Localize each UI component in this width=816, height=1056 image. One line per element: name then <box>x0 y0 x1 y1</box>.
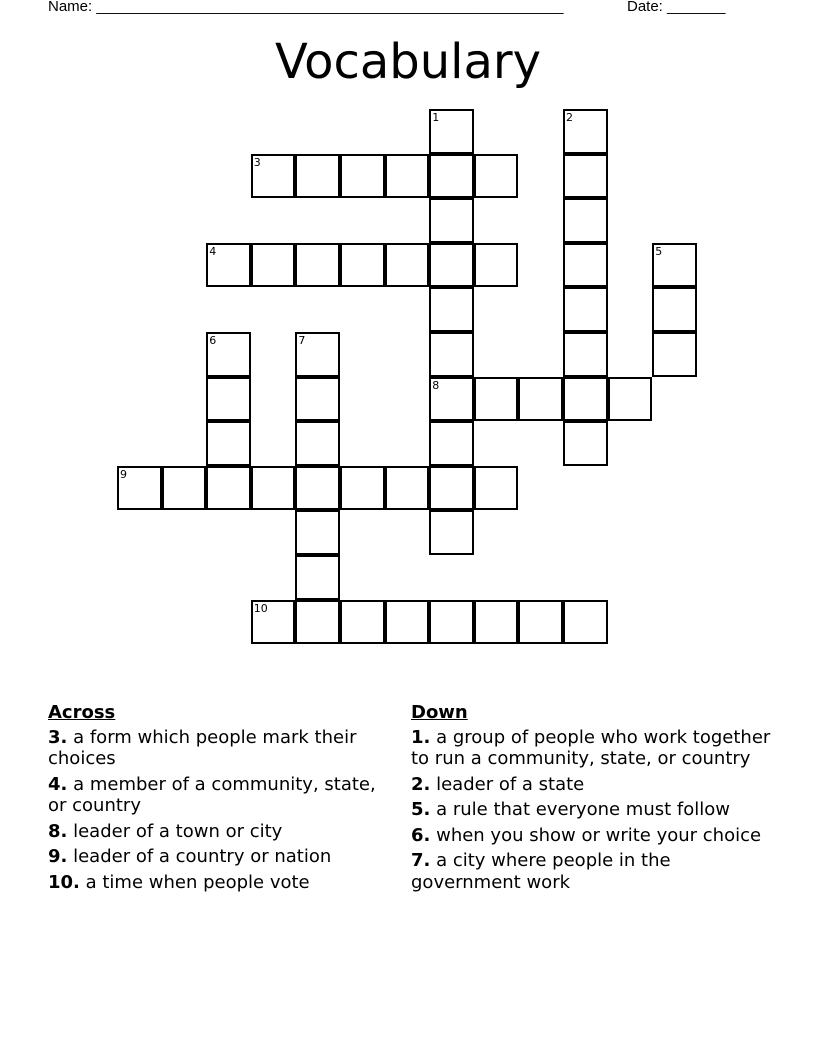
clue-number: 5. <box>411 799 431 820</box>
clue-number: 6. <box>411 824 431 846</box>
clue-number: 10. <box>48 871 80 893</box>
grid-cell[interactable] <box>206 243 251 288</box>
grid-cell[interactable] <box>340 466 385 511</box>
grid-cell[interactable] <box>340 243 385 288</box>
grid-cell[interactable] <box>162 466 207 511</box>
clue-text: a city where people in the government work <box>411 850 671 893</box>
grid-cell[interactable] <box>385 154 430 199</box>
grid-cell[interactable] <box>385 600 430 645</box>
grid-cell[interactable] <box>206 421 251 466</box>
cell-number: 6 <box>209 334 217 347</box>
cell-number: 9 <box>120 467 127 481</box>
clue-across-3 <box>48 727 378 770</box>
grid-cell[interactable] <box>206 332 251 377</box>
date-field[interactable]: Date: _______ <box>627 0 726 15</box>
grid-cell[interactable] <box>429 109 474 154</box>
grid-cell[interactable] <box>295 332 340 377</box>
clue-number: 8. <box>48 820 68 842</box>
clue-text: leader of a state <box>430 773 585 795</box>
grid-cell[interactable] <box>652 332 697 377</box>
grid-cell[interactable] <box>429 243 474 288</box>
page-title: Vocabulary <box>274 34 542 90</box>
grid-cell[interactable] <box>429 510 474 555</box>
name-field[interactable]: Name: ________________________________________________________ <box>48 0 564 15</box>
grid-cell[interactable] <box>563 154 608 199</box>
grid-cell[interactable] <box>429 466 474 511</box>
across-heading: Across <box>48 702 116 723</box>
clue-number: 7. <box>411 850 431 871</box>
clue-text: a group of people who work together to run a community, state, or country <box>411 726 771 769</box>
grid-cell[interactable] <box>251 600 296 645</box>
grid-cell[interactable] <box>563 332 608 377</box>
grid-cell[interactable] <box>652 287 697 332</box>
clue-down-6 <box>411 825 781 847</box>
cell-number: 2 <box>566 111 573 124</box>
grid-cell[interactable] <box>608 377 653 422</box>
grid-cell[interactable] <box>474 600 519 645</box>
grid-cell[interactable] <box>340 600 385 645</box>
clue-down-7 <box>411 850 781 893</box>
clue-text: leader of a town or city <box>67 820 283 842</box>
clue-text: a time when people vote <box>79 871 310 893</box>
grid-cell[interactable] <box>429 421 474 466</box>
grid-cell[interactable] <box>295 555 340 600</box>
grid-cell[interactable] <box>206 377 251 422</box>
grid-cell[interactable] <box>206 466 251 511</box>
grid-cell[interactable] <box>429 332 474 377</box>
clue-number: 4. <box>48 773 68 795</box>
grid-cell[interactable] <box>429 287 474 332</box>
grid-cell[interactable] <box>295 421 340 466</box>
grid-cell[interactable] <box>385 466 430 511</box>
clue-across-8 <box>48 821 378 843</box>
grid-cell[interactable] <box>518 377 563 422</box>
grid-cell[interactable] <box>251 243 296 288</box>
grid-cell[interactable] <box>429 198 474 243</box>
clue-number: 9. <box>48 846 68 867</box>
cell-number: 7 <box>298 334 306 347</box>
clue-text: a member of a community, state, or country <box>48 773 376 816</box>
clue-number: 3. <box>48 726 68 748</box>
clue-text: when you show or write your choice <box>430 824 762 846</box>
grid-cell[interactable] <box>518 600 563 645</box>
grid-cell[interactable] <box>385 243 430 288</box>
clue-across-10 <box>48 872 378 894</box>
grid-cell[interactable] <box>474 377 519 422</box>
clue-down-5 <box>411 799 781 821</box>
clue-number: 2. <box>411 773 431 795</box>
cell-number: 4 <box>209 244 217 258</box>
grid-cell[interactable] <box>251 466 296 511</box>
grid-cell[interactable] <box>563 287 608 332</box>
grid-cell[interactable] <box>429 154 474 199</box>
grid-cell[interactable] <box>295 466 340 511</box>
cell-number: 1 <box>432 111 440 124</box>
grid-cell[interactable] <box>563 421 608 466</box>
cell-number: 10 <box>253 601 268 615</box>
clue-number: 1. <box>411 726 431 748</box>
grid-cell[interactable] <box>251 154 296 199</box>
grid-cell[interactable] <box>563 198 608 243</box>
grid-cell[interactable] <box>563 377 608 422</box>
cell-number: 8 <box>432 378 440 392</box>
grid-cell[interactable] <box>295 510 340 555</box>
grid-cell[interactable] <box>429 377 474 422</box>
clue-text: a rule that everyone must follow <box>430 799 730 820</box>
grid-cell[interactable] <box>474 154 519 199</box>
grid-cell[interactable] <box>295 154 340 199</box>
clue-down-2 <box>411 774 781 796</box>
grid-cell[interactable] <box>340 154 385 199</box>
grid-cell[interactable] <box>429 600 474 645</box>
cell-number: 5 <box>655 244 663 258</box>
clue-down-1 <box>411 727 781 770</box>
grid-cell[interactable] <box>474 466 519 511</box>
grid-cell[interactable] <box>295 600 340 645</box>
across-clues <box>48 702 378 897</box>
grid-cell[interactable] <box>563 109 608 154</box>
grid-cell[interactable] <box>563 600 608 645</box>
grid-cell[interactable] <box>652 243 697 288</box>
clue-text: a form which people mark their choices <box>48 726 357 769</box>
cell-number: 3 <box>253 155 261 169</box>
clue-across-9 <box>48 846 378 868</box>
grid-cell[interactable] <box>474 243 519 288</box>
down-clues <box>411 702 781 897</box>
grid-cell[interactable] <box>295 243 340 288</box>
down-heading: Down <box>411 702 468 723</box>
clue-across-4 <box>48 774 378 817</box>
grid-cell[interactable] <box>117 466 162 511</box>
clue-text: leader of a country or nation <box>67 846 332 867</box>
grid-cell[interactable] <box>295 377 340 422</box>
grid-cell[interactable] <box>563 243 608 288</box>
